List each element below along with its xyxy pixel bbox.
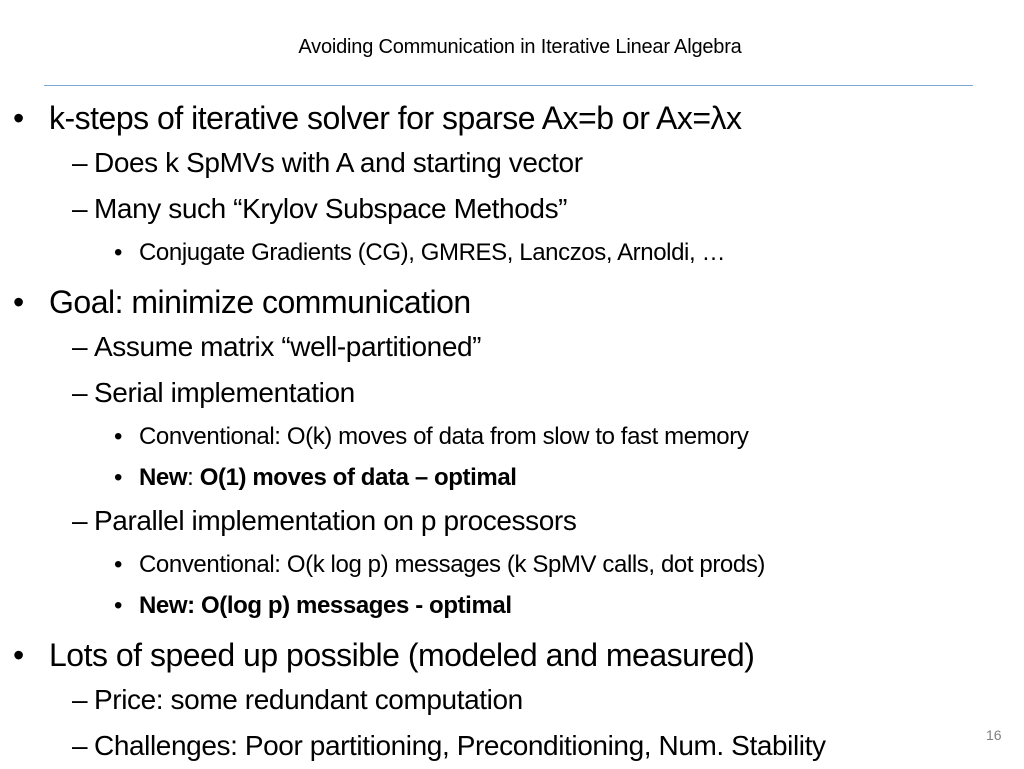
bullet-text: k-steps of iterative solver for sparse Ax=b or Ax=λx bbox=[49, 100, 742, 136]
sub-bullet-item bbox=[0, 677, 1024, 723]
dash-marker: – bbox=[72, 730, 88, 761]
bullet-item bbox=[0, 96, 1024, 140]
sub-bullet-text: Price: some redundant computation bbox=[94, 684, 523, 715]
sub-bullet-text: Challenges: Poor partitioning, Preconditioning, Num. Stability bbox=[94, 730, 826, 761]
sub-bullet-item bbox=[0, 186, 1024, 232]
bullet-marker: • bbox=[114, 551, 123, 578]
dash-marker: – bbox=[72, 331, 88, 362]
sub-sub-bullet-text: Conjugate Gradients (CG), GMRES, Lanczos, Arnoldi, … bbox=[139, 239, 726, 266]
sub-sub-bullet-text: Conventional: O(k) moves of data from slow to fast memory bbox=[139, 423, 749, 450]
dash-marker: – bbox=[72, 684, 88, 715]
sub-sub-bullet-item bbox=[0, 457, 1024, 498]
bullet-marker: • bbox=[114, 592, 123, 619]
bullet-item bbox=[0, 633, 1024, 677]
sub-sub-bullet-item bbox=[0, 416, 1024, 457]
sub-bullet-text: Serial implementation bbox=[94, 377, 355, 408]
dash-marker: – bbox=[72, 193, 88, 224]
sub-sub-bullet-text: Conventional: O(k log p) messages (k SpMV calls, dot prods) bbox=[139, 551, 766, 578]
bullet-marker: • bbox=[114, 423, 123, 450]
sub-bullet-text: Parallel implementation on p processors bbox=[94, 505, 577, 536]
title-divider bbox=[44, 85, 973, 86]
bullet-list bbox=[0, 96, 1024, 769]
bullet-text: Lots of speed up possible (modeled and measured) bbox=[49, 637, 755, 673]
sub-sub-bullet-item bbox=[0, 544, 1024, 585]
slide-number: 16 bbox=[986, 727, 1002, 743]
dash-marker: – bbox=[72, 377, 88, 408]
sub-sub-bullet-text: New: O(log p) messages - optimal bbox=[139, 592, 512, 619]
sub-bullet-item bbox=[0, 324, 1024, 370]
sub-bullet-text: Assume matrix “well-partitioned” bbox=[94, 331, 482, 362]
sub-bullet-item bbox=[0, 498, 1024, 544]
sub-bullet-item bbox=[0, 370, 1024, 416]
bullet-marker: • bbox=[114, 239, 123, 266]
slide-title: Avoiding Communication in Iterative Linear Algebra bbox=[298, 36, 742, 58]
sub-bullet-text: Many such “Krylov Subspace Methods” bbox=[94, 193, 568, 224]
bullet-item bbox=[0, 280, 1024, 324]
label-separator: : bbox=[187, 464, 200, 491]
sub-sub-bullet-text bbox=[139, 457, 517, 498]
dash-marker: – bbox=[72, 147, 88, 178]
bullet-marker: • bbox=[114, 464, 123, 491]
new-result: O(1) moves of data – optimal bbox=[199, 464, 517, 491]
bullet-text: Goal: minimize communication bbox=[49, 284, 471, 320]
sub-bullet-text: Does k SpMVs with A and starting vector bbox=[94, 147, 583, 178]
sub-bullet-item bbox=[0, 140, 1024, 186]
sub-sub-bullet-item bbox=[0, 585, 1024, 626]
new-label: New bbox=[139, 464, 188, 491]
sub-bullet-item bbox=[0, 723, 1024, 769]
dash-marker: – bbox=[72, 505, 88, 536]
bullet-marker: • bbox=[13, 284, 24, 320]
bullet-marker: • bbox=[13, 100, 24, 136]
bullet-marker: • bbox=[13, 637, 24, 673]
sub-sub-bullet-item bbox=[0, 232, 1024, 273]
